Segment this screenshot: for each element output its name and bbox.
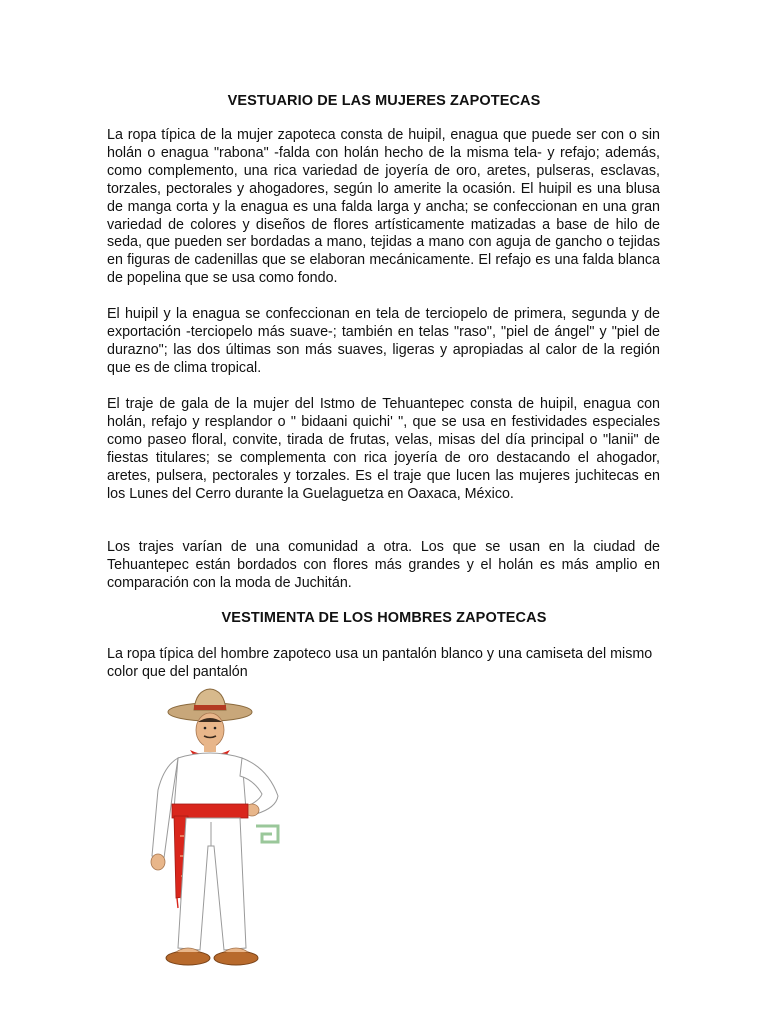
women-paragraph-2: El huipil y la enagua se confeccionan en tela de terciopelo de primera, segunda y de exportación -terciopelo más suave-; también en telas "raso", "piel de ángel" y "piel de durazno"; las dos últimas son más suaves, ligeras y apropiadas al calor de la región que es de clima tropical. xyxy=(107,306,660,376)
men-paragraph-1: La ropa típica del hombre zapoteco usa un pantalón blanco y una camiseta del mismo color que del pantalón xyxy=(107,646,653,680)
women-paragraph-4: Los trajes varían de una comunidad a otra. Los que se usan en la ciudad de Tehuantepec están bordados con flores más grandes y el holán es más amplio en comparación con la moda de Juchitán. xyxy=(107,539,660,591)
zapotec-man-illustration xyxy=(128,686,298,976)
men-section-title: VESTIMENTA DE LOS HOMBRES ZAPOTECAS xyxy=(221,610,547,626)
women-paragraph-3: El traje de gala de la mujer del Istmo de Tehuantepec consta de huipil, enagua con holán, refajo y resplandor o " bidaani quichi' ", que se usa en festividades especiales como paseo floral, convite, tirada de frutas, velas, misas del día principal o "lanii" de fiestas titulares; se complementa con rica joyería de oro destacando el ahogador, aretes, pulsera, pectorales y torzales. Es el traje que lucen las mujeres juchitecas en los Lunes del Cerro durante la Guelaguetza en Oaxaca, México. xyxy=(107,396,660,502)
women-paragraph-1: La ropa típica de la mujer zapoteca consta de huipil, enagua que puede ser con o sin holán o enagua "rabona" -falda con holán hecho de la misma tela- y refajo; además, como complemento, una rica variedad de joyería de oro, aretes, pulseras, esclavas, torzales, pectorales y ahogadores, según lo amerite la ocasión. El huipil es una blusa de manga corta y la enagua es una falda larga y ancha; se confeccionan en una gran variedad de colores y diseños de flores artísticamente matizadas a base de hilo de seda, que pueden ser bordadas a mano, tejidas a mano con aguja de gancho o tejidas en figuras de cadenillas que se elaboran mecánicamente. El refajo es una falda blanca de popelina que se usa como fondo. xyxy=(107,127,660,287)
women-section-title: VESTUARIO DE LAS MUJERES ZAPOTECAS xyxy=(227,93,541,109)
